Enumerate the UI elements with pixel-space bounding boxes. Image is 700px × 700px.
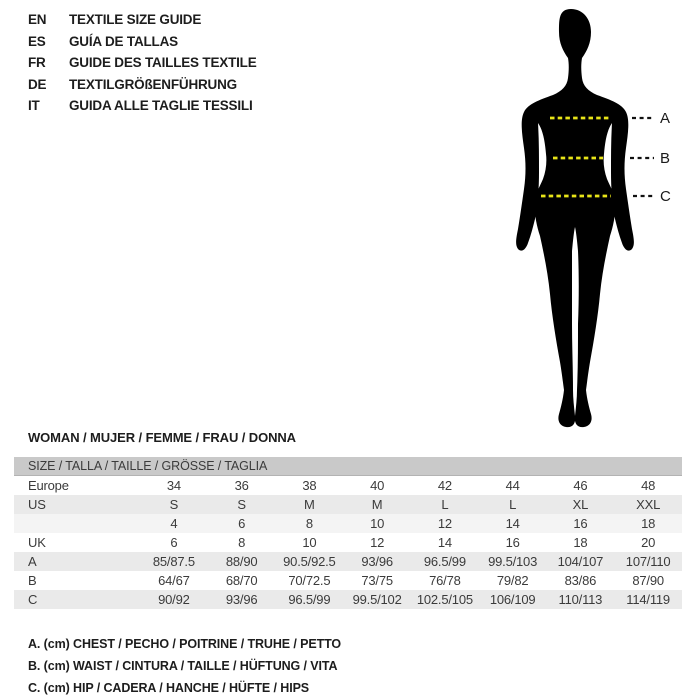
language-code: FR (28, 55, 46, 70)
table-cell: 18 (641, 516, 656, 531)
table-cell: 6 (170, 535, 178, 550)
table-cell: 87/90 (632, 573, 664, 588)
language-code: ES (28, 33, 46, 49)
table-cell: 14 (505, 516, 520, 531)
table-cell: 8 (238, 535, 246, 550)
table-cell: 16 (505, 535, 520, 550)
table-row-europe (14, 476, 682, 495)
table-cell: 68/70 (225, 573, 258, 588)
table-cell: S (237, 497, 246, 512)
language-row-en (28, 13, 257, 28)
woman-silhouette-figure (470, 0, 700, 440)
table-cell: 38 (302, 478, 317, 493)
language-code: IT (28, 98, 40, 113)
table-cell: 12 (437, 516, 452, 531)
table-row-uk (14, 533, 682, 552)
table-cell: 85/87.5 (152, 554, 195, 569)
row-label: Europe (28, 478, 69, 493)
language-row-fr (28, 56, 257, 71)
table-cell: 106/109 (489, 592, 536, 607)
table-cell: 79/82 (496, 573, 529, 588)
table-cell: XXL (636, 497, 661, 512)
table-cell: 12 (370, 535, 385, 550)
table-cell: 104/107 (557, 554, 604, 569)
table-cell: M (304, 497, 315, 512)
table-row-hip (14, 590, 682, 609)
language-row-de (28, 78, 257, 93)
table-cell: 114/119 (626, 592, 670, 607)
table-row-us-letter (14, 495, 682, 514)
table-cell: 70/72.5 (288, 573, 331, 588)
table-cell: M (371, 497, 383, 512)
table-cell: 107/110 (625, 554, 671, 569)
table-cell: 46 (573, 478, 588, 493)
table-cell: 36 (234, 478, 249, 493)
table-cell: 99.5/102 (352, 592, 402, 607)
row-label: C (28, 592, 38, 607)
table-cell: S (169, 497, 179, 512)
table-cell: 102.5/105 (416, 592, 473, 607)
language-code: DE (28, 76, 47, 92)
guide-title: GUÍA DE TALLAS (69, 33, 178, 49)
table-cell: 34 (166, 478, 181, 493)
table-cell: 88/90 (225, 554, 258, 569)
table-cell: 93/96 (361, 554, 393, 569)
table-cell: 90.5/92.5 (283, 554, 336, 569)
table-row-waist (14, 571, 682, 590)
table-cell: L (441, 497, 449, 512)
measurement-legend (28, 633, 341, 699)
table-cell: 40 (370, 478, 385, 493)
table-row-us-numeric (14, 514, 682, 533)
table-row-chest (14, 552, 682, 571)
table-cell: 96.5/99 (288, 592, 331, 607)
table-cell: 6 (238, 516, 246, 531)
table-cell: 10 (302, 535, 317, 550)
table-cell: 10 (370, 516, 385, 531)
table-cell: 16 (573, 516, 588, 531)
row-label: B (28, 573, 37, 588)
woman-silhouette (516, 9, 634, 427)
size-table (14, 457, 682, 609)
row-label (14, 514, 140, 533)
table-cell: 48 (641, 478, 656, 493)
legend-waist: B. (cm) WAIST / CINTURA / TAILLE / HÜFTUNG / VITA (28, 659, 338, 673)
table-cell: 110/113 (558, 592, 603, 607)
table-cell: 42 (437, 478, 452, 493)
language-row-it (28, 99, 257, 114)
table-cell: L (509, 497, 517, 512)
legend-hip: C. (cm) HIP / CADERA / HANCHE / HÜFTE / HIPS (28, 681, 310, 695)
table-cell: 83/86 (564, 573, 597, 588)
legend-chest: A. (cm) CHEST / PECHO / POITRINE / TRUHE / PETTO (28, 637, 342, 651)
table-cell: 14 (437, 535, 452, 550)
table-cell: 44 (505, 478, 520, 493)
row-label: A (28, 554, 37, 569)
guide-title: TEXTILE SIZE GUIDE (69, 12, 202, 27)
table-cell: 8 (305, 516, 313, 531)
table-cell: 90/92 (158, 592, 190, 607)
table-cell: 64/67 (158, 573, 190, 588)
table-cell: 93/96 (225, 592, 258, 607)
guide-title: GUIDE DES TAILLES TEXTILE (69, 55, 257, 70)
language-row-es (28, 35, 257, 50)
waist-label: B (660, 150, 671, 167)
chest-label: A (660, 110, 671, 127)
row-label: UK (28, 535, 46, 550)
guide-title: GUIDA ALLE TAGLIE TESSILI (69, 98, 253, 113)
hip-label: C (660, 188, 671, 205)
section-title: WOMAN / MUJER / FEMME / FRAU / DONNA (28, 430, 296, 445)
guide-title: TEXTILGRÖßENFÜHRUNG (69, 76, 237, 92)
table-cell: 96.5/99 (423, 554, 466, 569)
table-cell: 73/75 (361, 573, 393, 588)
language-code: EN (28, 12, 47, 27)
language-title-list (28, 13, 257, 121)
row-label: US (28, 497, 46, 512)
table-cell: 99.5/103 (488, 554, 538, 569)
table-cell: 20 (641, 535, 656, 550)
table-cell: XL (572, 497, 589, 512)
table-cell: 4 (170, 516, 178, 531)
table-cell: 76/78 (429, 573, 461, 588)
table-cell: 18 (573, 535, 588, 550)
size-table-header: SIZE / TALLA / TAILLE / GRÖSSE / TAGLIA (14, 457, 682, 476)
